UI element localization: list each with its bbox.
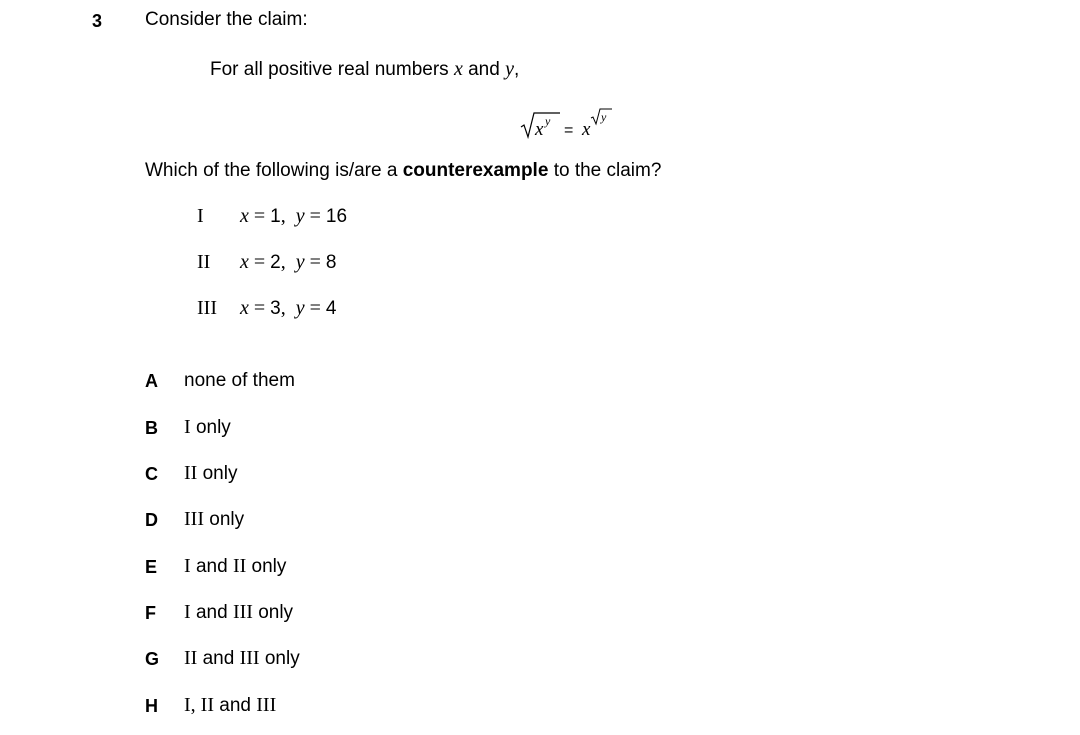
case-y-var: y: [295, 297, 305, 319]
option-text: I and II only: [184, 555, 287, 577]
case-x-val: 3: [270, 298, 281, 319]
option-text: II only: [184, 462, 238, 484]
case-expression: [240, 205, 347, 228]
claim-and: and: [462, 59, 506, 80]
option-text: III only: [184, 508, 245, 530]
option-letter: E: [145, 557, 158, 577]
formula-equals: =: [564, 122, 574, 139]
case-y-val: 16: [325, 206, 348, 227]
claim-formula: [520, 105, 630, 139]
case-sep: ,: [280, 205, 296, 227]
case-eq: =: [304, 205, 326, 227]
option-text: I and III only: [184, 601, 294, 623]
case-x-var: x: [240, 297, 249, 319]
claim-statement: [210, 58, 519, 81]
case-eq: =: [304, 297, 326, 319]
option-letter: F: [145, 603, 156, 623]
case-y-val: 4: [325, 298, 337, 319]
case-x-val: 2: [270, 252, 281, 273]
option-letter: H: [145, 696, 158, 716]
case-label: II: [197, 251, 211, 273]
question-intro: Consider the claim:: [145, 9, 308, 30]
case-y-var: y: [295, 205, 305, 227]
option-letter: A: [145, 371, 158, 391]
prompt-bold: counterexample: [402, 160, 549, 181]
claim-var-y: y: [505, 58, 514, 80]
case-eq: =: [304, 251, 326, 273]
claim-suffix: ,: [513, 59, 520, 80]
option-letter: G: [145, 649, 160, 669]
case-eq: =: [248, 297, 271, 319]
case-sep: ,: [280, 251, 296, 273]
case-label: III: [197, 297, 217, 319]
case-expression: [240, 297, 337, 320]
option-text: II and III only: [184, 647, 300, 669]
prompt-post: to the claim?: [548, 160, 662, 181]
question-number: 3: [92, 11, 103, 31]
question-prompt: [145, 160, 661, 182]
option-letter: D: [145, 510, 158, 530]
formula-lhs-base: x: [535, 119, 544, 140]
claim-var-x: x: [453, 58, 463, 80]
case-expression: [240, 251, 337, 274]
option-text: none of them: [184, 370, 295, 391]
case-x-var: x: [240, 251, 249, 273]
option-text: I only: [184, 416, 231, 438]
option-text: I, II and III: [184, 694, 277, 716]
case-eq: =: [248, 205, 271, 227]
formula-rhs-base: x: [582, 119, 591, 140]
claim-prefix: For all positive real numbers: [210, 59, 454, 80]
case-label: I: [197, 205, 204, 227]
case-y-val: 8: [325, 252, 337, 273]
option-letter: C: [145, 464, 158, 484]
case-x-val: 1: [270, 206, 281, 227]
formula-lhs-exp: y: [545, 114, 551, 128]
prompt-pre: Which of the following is/are a: [145, 160, 403, 181]
case-x-var: x: [240, 205, 249, 227]
formula-rhs-exp: y: [601, 110, 607, 124]
option-letter: B: [145, 418, 158, 438]
case-sep: ,: [280, 297, 296, 319]
case-y-var: y: [295, 251, 305, 273]
case-eq: =: [248, 251, 271, 273]
